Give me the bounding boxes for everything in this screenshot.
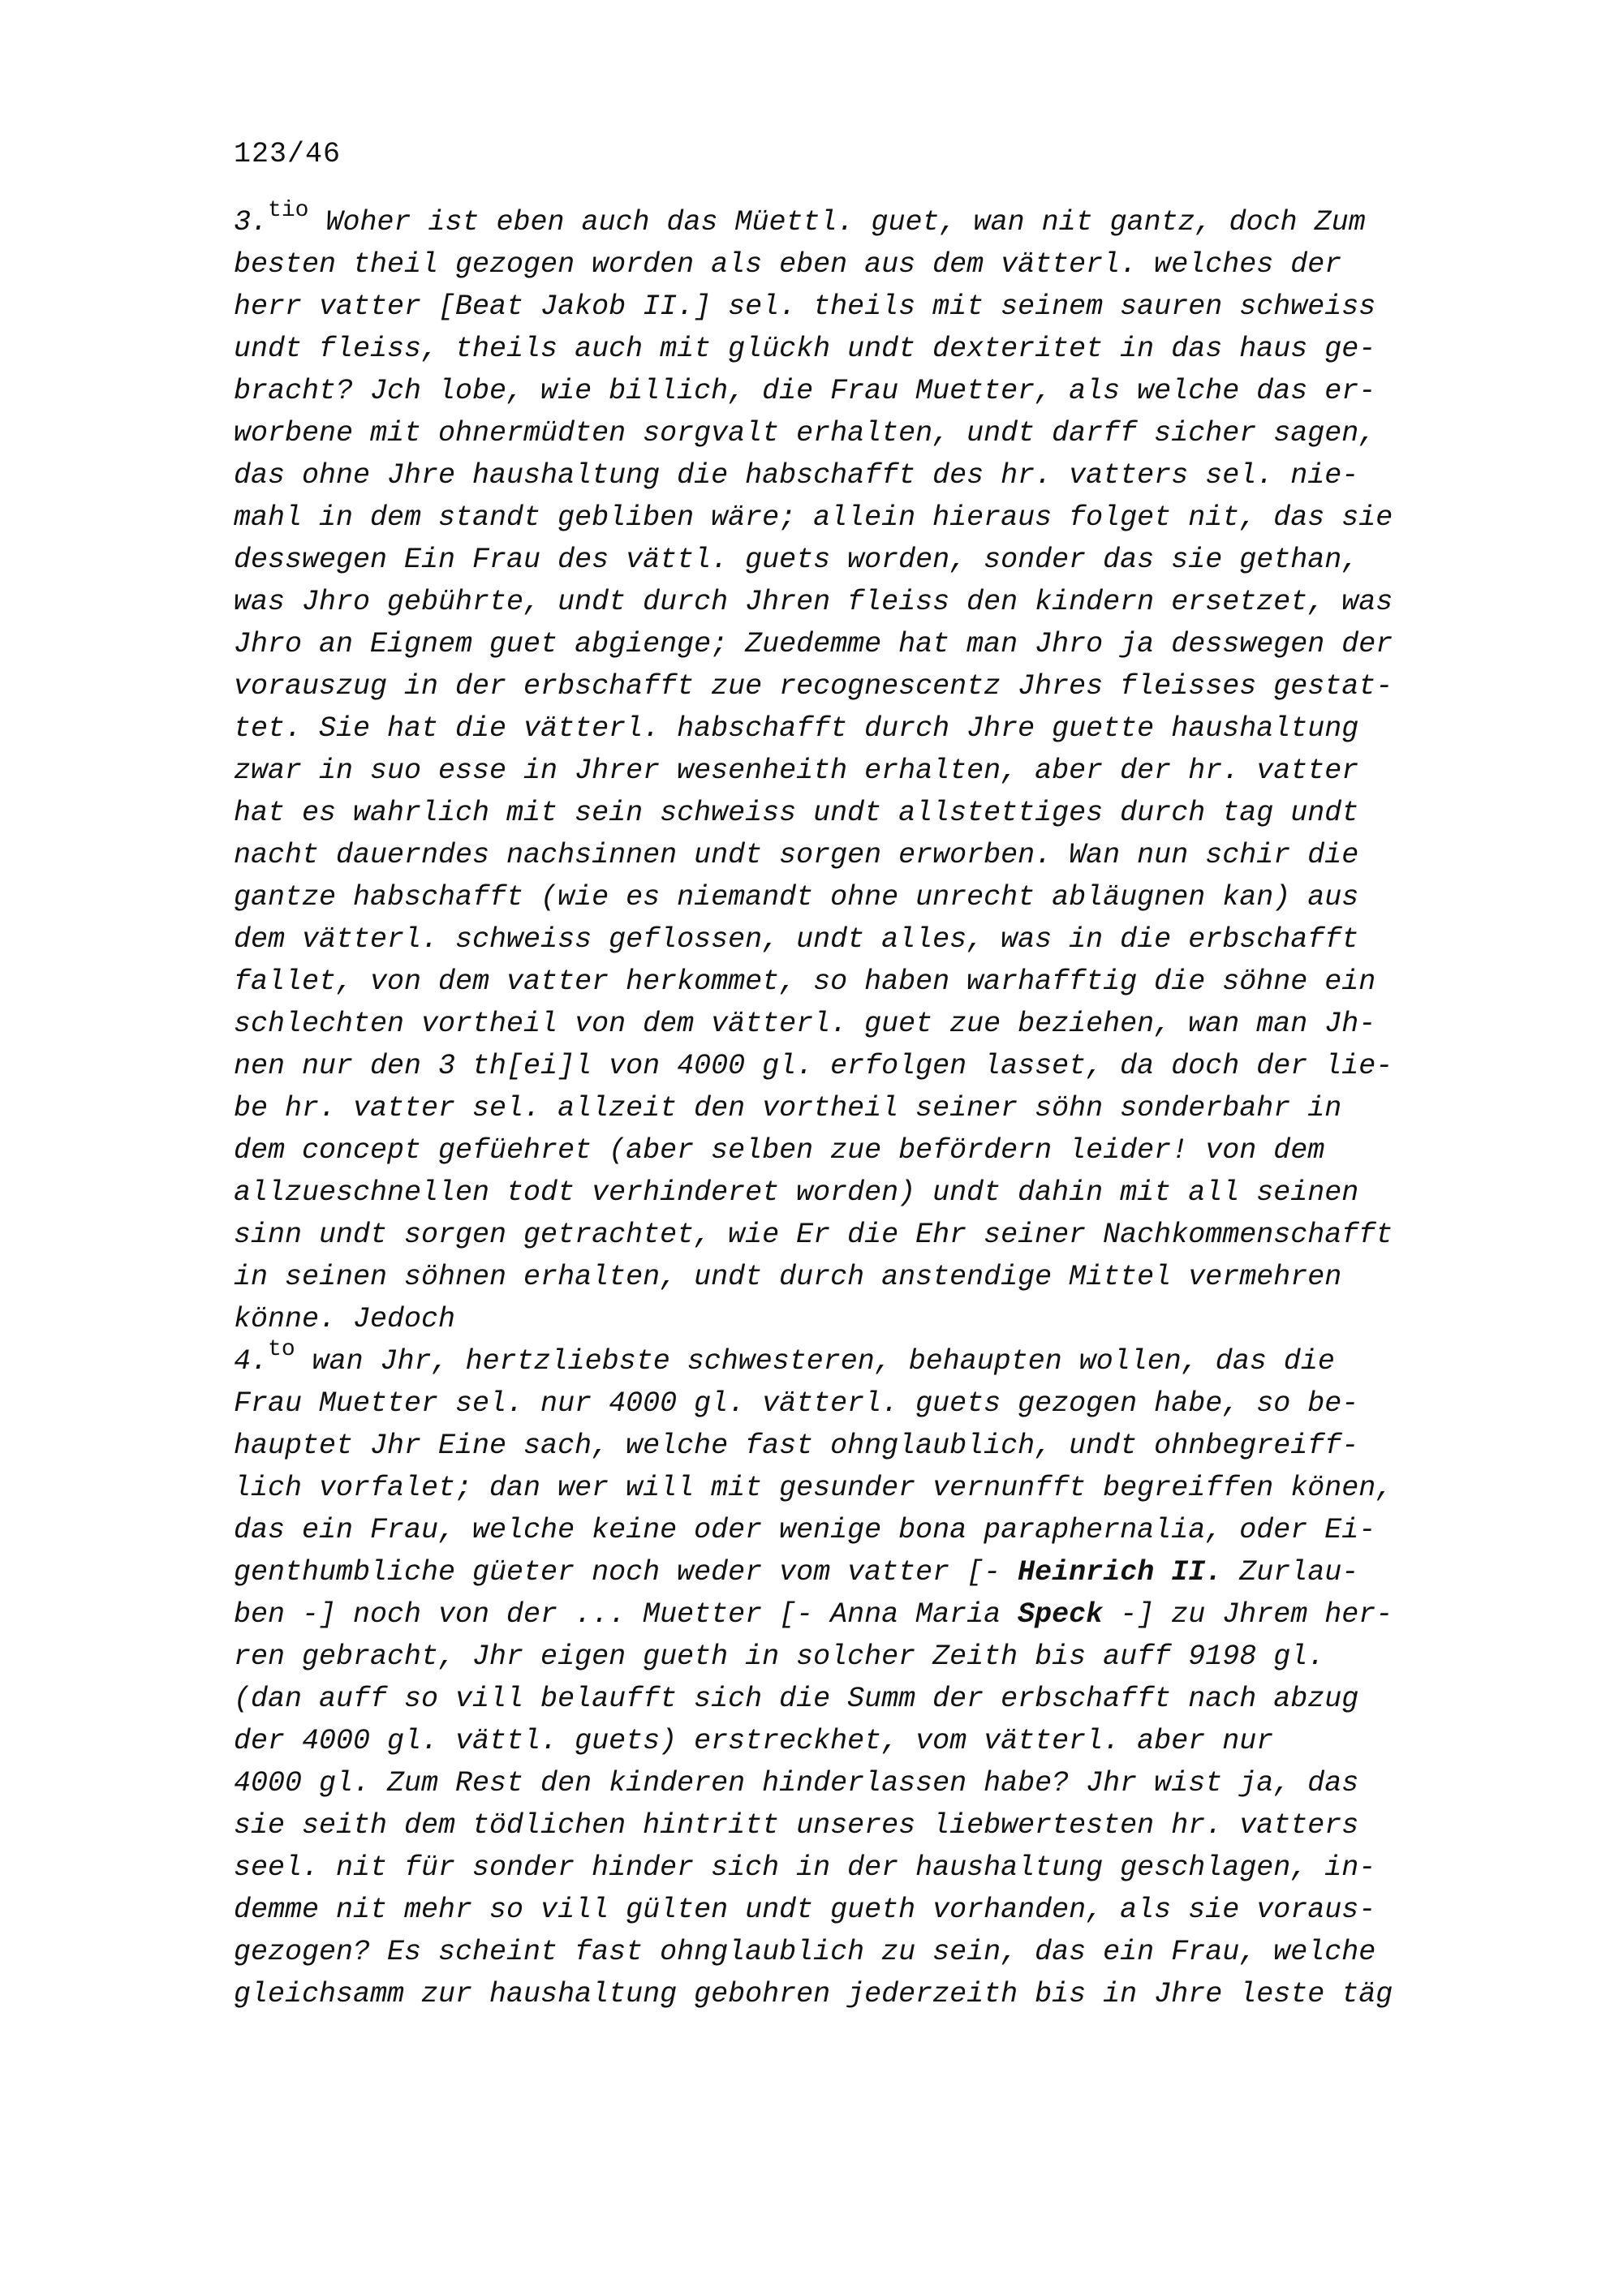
person-name-bold: Speck <box>1018 1598 1104 1631</box>
transcription-body <box>234 198 1500 2015</box>
ordinal-superscript: to <box>268 1337 295 1363</box>
text-line: allzueschnellen todt verhinderet worden) undt dahin mit all seinen <box>234 1176 1359 1209</box>
text-line: 4.$^{to}$ wan Jhr, hertzliebste schwesteren, behaupten wollen, das die <box>234 1337 1335 1378</box>
text-line: das ein Frau, welche keine oder wenige bona paraphernalia, oder Ei- <box>234 1514 1376 1546</box>
text-line: schlechten vortheil von dem vätterl. guet zue beziehen, wan man Jh- <box>234 1008 1376 1040</box>
text-line: fallet, von dem vatter herkommet, so haben warhafftig die söhne ein <box>234 965 1376 998</box>
text-line: mahl in dem standt gebliben wäre; allein hieraus folget nit, das sie <box>234 501 1393 534</box>
text-line: genthumbliche güeter noch weder vom vatter [- Heinrich II. Zurlau- <box>234 1556 1359 1589</box>
text-line: was Jhro gebührte, undt durch Jhren fleiss den kindern ersetzet, was <box>234 586 1393 618</box>
page-number: 123/46 <box>234 138 342 170</box>
text-line: desswegen Ein Frau des vättl. guets worden, sonder das sie gethan, <box>234 544 1359 576</box>
text-line: hat es wahrlich mit sein schweiss undt allstettiges durch tag undt <box>234 797 1359 829</box>
text-line: ben -] noch von der ... Muetter [- Anna Maria Speck -] zu Jhrem her- <box>234 1598 1393 1631</box>
text-line: nen nur den 3 th[ei]l von 4000 gl. erfolgen lasset, da doch der lie- <box>234 1050 1393 1082</box>
text-line: worbene mit ohnermüdten sorgvalt erhalten, undt darff sicher sagen, <box>234 417 1376 449</box>
text-line: gleichsamm zur haushaltung gebohren jederzeith bis in Jhre leste täg <box>234 1978 1393 2010</box>
text-line: be hr. vatter sel. allzeit den vortheil seiner söhn sonderbahr in <box>234 1092 1342 1124</box>
text-line: (dan auff so vill belaufft sich die Summ der erbschafft nach abzug <box>234 1683 1359 1715</box>
text-line: sie seith dem tödlichen hintritt unseres liebwertesten hr. vatters <box>234 1809 1359 1842</box>
text-line: das ohne Jhre haushaltung die habschafft des hr. vatters sel. nie- <box>234 459 1359 492</box>
text-line: dem concept gefüehret (aber selben zue befördern leider! von dem <box>234 1134 1325 1167</box>
text-line: lich vorfalet; dan wer will mit gesunder vernunfft begreiffen könen, <box>234 1472 1393 1504</box>
person-name-bold: Heinrich II. <box>1018 1556 1223 1589</box>
text-line: dem vätterl. schweiss geflossen, undt alles, was in die erbschafft <box>234 923 1359 956</box>
text-line: tet. Sie hat die vätterl. habschafft durch Jhre guette haushaltung <box>234 712 1359 745</box>
text-line: bracht? Jch lobe, wie billich, die Frau Muetter, als welche das er- <box>234 375 1376 407</box>
text-line: hauptet Jhr Eine sach, welche fast ohnglaublich, undt ohnbegreiff- <box>234 1430 1359 1462</box>
text-line: 4000 gl. Zum Rest den kinderen hinderlassen habe? Jhr wist ja, das <box>234 1767 1359 1799</box>
text-line: sinn undt sorgen getrachtet, wie Er die Ehr seiner Nachkommenschafft <box>234 1219 1393 1251</box>
text-line: zwar in suo esse in Jhrer wesenheith erhalten, aber der hr. vatter <box>234 755 1359 787</box>
text-line: herr vatter [Beat Jakob II.] sel. theils mit seinem sauren schweiss <box>234 290 1376 323</box>
ordinal-superscript: tio <box>268 198 309 224</box>
text-line: seel. nit für sonder hinder sich in der haushaltung geschlagen, in- <box>234 1851 1376 1884</box>
text-line: gantze habschafft (wie es niemandt ohne unrecht abläugnen kan) aus <box>234 881 1359 914</box>
text-line: besten theil gezogen worden als eben aus dem vätterl. welches der <box>234 248 1342 281</box>
text-line: gezogen? Es scheint fast ohnglaublich zu sein, das ein Frau, welche <box>234 1936 1376 1968</box>
text-line: der 4000 gl. vättl. guets) erstreckhet, vom vätterl. aber nur <box>234 1725 1274 1757</box>
text-line: Jhro an Eignem guet abgienge; Zuedemme hat man Jhro ja desswegen der <box>234 628 1393 660</box>
text-line: nacht dauerndes nachsinnen undt sorgen erworben. Wan nun schir die <box>234 839 1359 871</box>
text-line: demme nit mehr so vill gülten undt gueth vorhanden, als sie voraus- <box>234 1894 1376 1926</box>
text-line: undt fleiss, theils auch mit glückh undt dexteritet in das haus ge- <box>234 333 1376 365</box>
text-line: 3.$^{tio}$ Woher ist eben auch das Müettl. guet, wan nit gantz, doch Zum <box>234 198 1366 239</box>
text-line: in seinen söhnen erhalten, undt durch anstendige Mittel vermehren <box>234 1261 1342 1293</box>
text-line: Frau Muetter sel. nur 4000 gl. vätterl. guets gezogen habe, so be- <box>234 1387 1359 1420</box>
text-line: vorauszug in der erbschafft zue recognescentz Jhres fleisses gestat- <box>234 670 1393 703</box>
text-line: ren gebracht, Jhr eigen gueth in solcher Zeith bis auff 9198 gl. <box>234 1640 1325 1673</box>
text-line: könne. Jedoch <box>234 1303 456 1335</box>
